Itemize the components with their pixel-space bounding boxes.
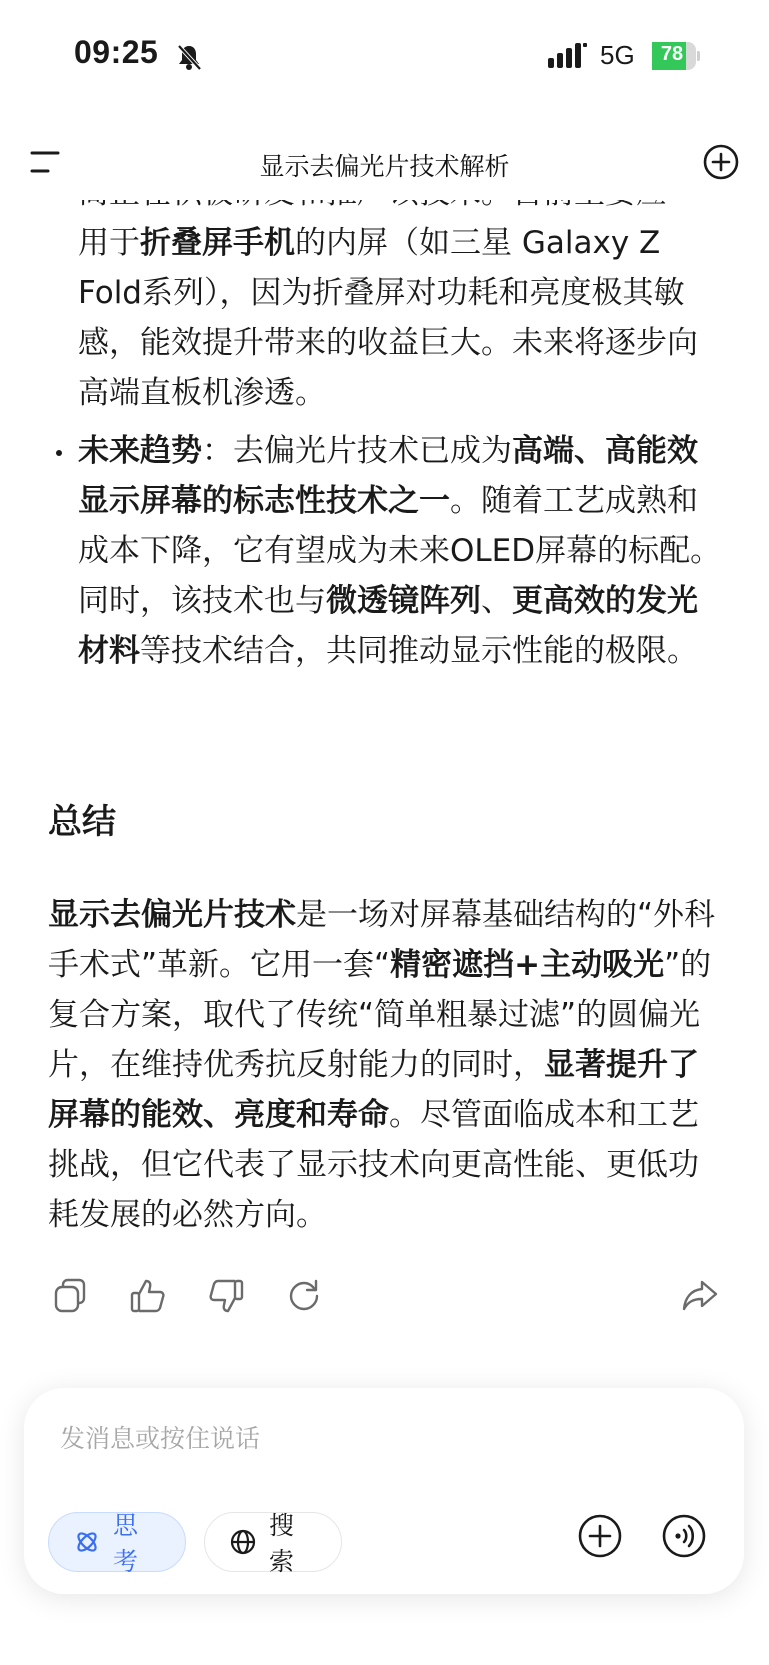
regenerate-icon[interactable]: [284, 1276, 324, 1316]
list-item: [78, 168, 728, 418]
nav-bar: [0, 125, 769, 200]
atom-icon: [73, 1528, 101, 1556]
add-attachment-icon[interactable]: [576, 1512, 624, 1560]
status-time: 09:25: [74, 34, 159, 70]
thumbs-up-icon[interactable]: [128, 1276, 168, 1316]
network-type: 5G: [600, 40, 635, 70]
message-actions: [0, 1276, 769, 1326]
message-composer: [24, 1388, 744, 1594]
summary-paragraph: 显示去偏光片技术是一场对屏幕基础结构的“外科手术式”革新。它用一套“精密遮挡+主动吸光”的复合方案，取代了传统“简单粗暴过滤”的圆偏光片，在维持优秀抗反射能力的同时，显著提升了屏幕的能效、亮度和寿命。尽管面临成本和工艺挑战，但它代表了显示技术向更高性能、更低功耗发展的必然方向。: [48, 897, 716, 1233]
think-toggle-button[interactable]: [48, 1511, 186, 1576]
message-input[interactable]: [58, 1418, 658, 1458]
think-label: 思考: [113, 1511, 139, 1576]
new-chat-icon[interactable]: [702, 143, 740, 181]
voice-call-icon[interactable]: [660, 1512, 708, 1560]
battery-indicator: [652, 42, 700, 70]
thumbs-down-icon[interactable]: [206, 1276, 246, 1316]
copy-icon[interactable]: [50, 1276, 90, 1316]
bullet-text: 用于折叠屏手机的内屏（如三星 Galaxy Z Fold系列），因为折叠屏对功耗和亮度极其敏感，能效提升带来的收益巨大。未来将逐步向高端直板机渗透。: [78, 225, 698, 411]
bell-muted-icon: [174, 42, 204, 72]
page-title: 显示去偏光片技术解析: [259, 152, 510, 181]
search-toggle-button[interactable]: [204, 1511, 342, 1576]
globe-icon: [229, 1528, 257, 1556]
search-label: 搜索: [269, 1511, 295, 1576]
battery-percent: 78: [660, 43, 684, 65]
list-item: 未来趋势：去偏光片技术已成为高端、高能效显示屏幕的标志性技术之一。随着工艺成熟和成本下降，它有望成为未来OLED屏幕的标配。同时，该技术也与微透镜阵列、更高效的发光材料等技术结合，共同推动显示性能的极限。: [78, 426, 728, 676]
message-content: [0, 200, 769, 1310]
status-bar: [0, 0, 769, 110]
share-icon[interactable]: [680, 1276, 720, 1316]
signal-icon: [548, 42, 588, 70]
bullet-dot: [56, 450, 62, 456]
section-heading: 总结: [48, 802, 116, 842]
